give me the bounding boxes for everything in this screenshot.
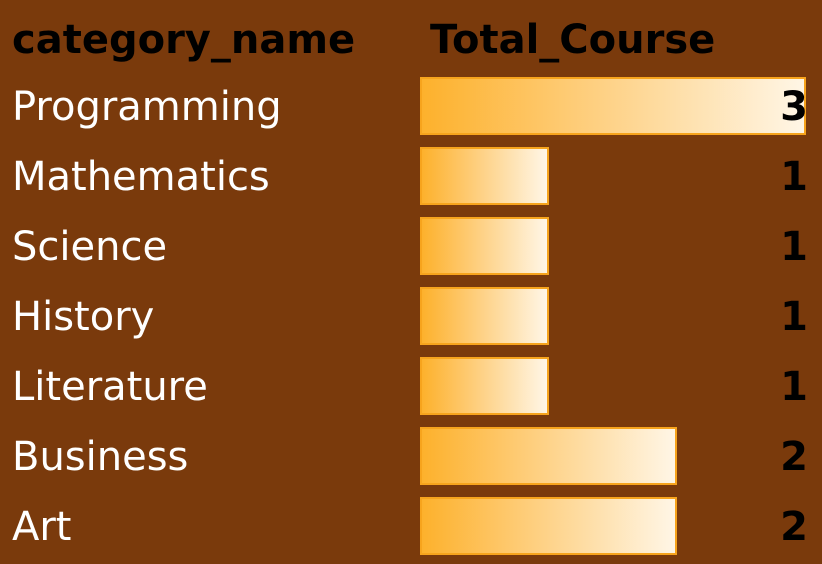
category-label: Programming — [12, 84, 282, 130]
table-row — [0, 212, 822, 282]
value-label: 1 — [780, 154, 808, 200]
value-label: 1 — [780, 294, 808, 340]
category-label: History — [12, 294, 155, 340]
header-category-name: category_name — [12, 17, 356, 63]
value-label: 2 — [780, 434, 808, 480]
data-bar — [420, 357, 549, 415]
value-label: 2 — [780, 504, 808, 550]
table-row — [0, 282, 822, 352]
table-row — [0, 422, 822, 492]
data-bar — [420, 77, 806, 135]
category-label: Literature — [12, 364, 208, 410]
category-label: Business — [12, 434, 189, 480]
table-row — [0, 72, 822, 142]
data-bar — [420, 497, 677, 555]
table-row — [0, 352, 822, 422]
table-row — [0, 492, 822, 562]
table-row — [0, 142, 822, 212]
category-label: Art — [12, 504, 72, 550]
data-bar — [420, 427, 677, 485]
value-label: 1 — [780, 224, 808, 270]
data-bar — [420, 147, 549, 205]
category-label: Science — [12, 224, 168, 270]
value-label: 1 — [780, 364, 808, 410]
value-label: 3 — [780, 84, 808, 130]
category-label: Mathematics — [12, 154, 270, 200]
data-bar — [420, 287, 549, 345]
header-total-course: Total_Course — [430, 17, 716, 63]
data-bar — [420, 217, 549, 275]
